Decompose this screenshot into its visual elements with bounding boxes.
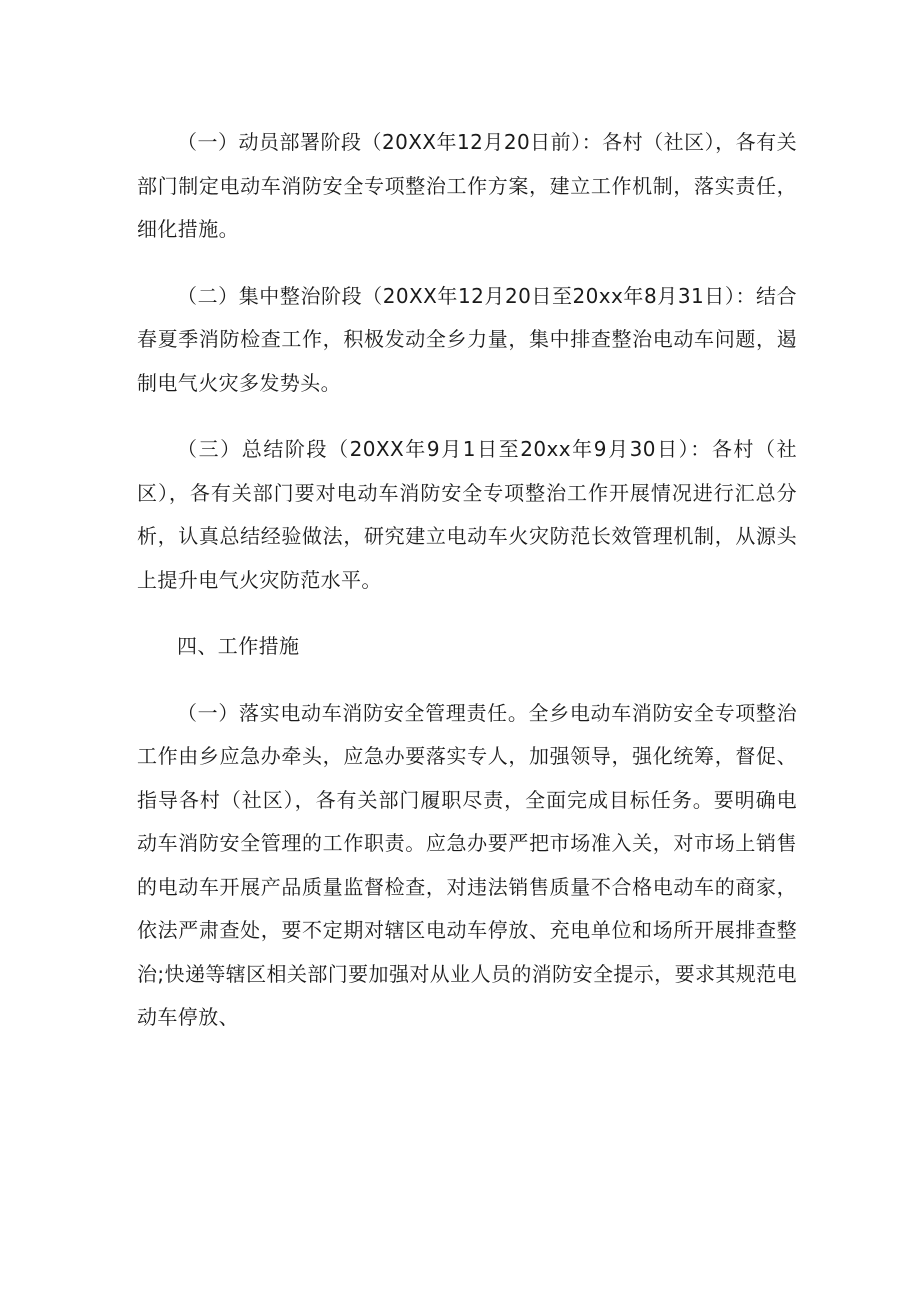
paragraph-summary-stage: （三）总结阶段（20XX年9月1日至20xx年9月30日）：各村（社区），各有关部门要对电动车消防安全专项整治工作开展情况进行汇总分析，认真总结经验做法，研究建立电动车火灾防范长效管理机制，从源头上提升电气火灾防范水平。	[137, 437, 797, 592]
paragraph-rectification-stage: （二）集中整治阶段（20XX年12月20日至20xx年8月31日）：结合春夏季消防检查工作，积极发动全乡力量，集中排查整治电动车问题，遏制电气火灾多发势头。	[137, 283, 797, 395]
paragraph-management-responsibility: （一）落实电动车消防安全管理责任。全乡电动车消防安全专项整治工作由乡应急办牵头，应急办要落实专人，加强领导，强化统筹，督促、指导各村（社区），各有关部门履职尽责，全面完成目标任务。要明确电动车消防安全管理的工作职责。应急办要严把市场准入关，对市场上销售的电动车开展产品质量监督检查，对违法销售质量不合格电动车的商家，依法严肃查处，要不定期对辖区电动车停放、充电单位和场所开展排查整治;快递等辖区相关部门要加强对从业人员的消防安全提示，要求其规范电动车停放、	[137, 700, 797, 1029]
document-body	[137, 121, 797, 1040]
paragraph-mobilization-stage: （一）动员部署阶段（20XX年12月20日前）：各村（社区），各有关部门制定电动车消防安全专项整治工作方案，建立工作机制，落实责任，细化措施。	[137, 130, 797, 241]
section-heading-work-measures: 四、工作措施	[177, 634, 300, 658]
